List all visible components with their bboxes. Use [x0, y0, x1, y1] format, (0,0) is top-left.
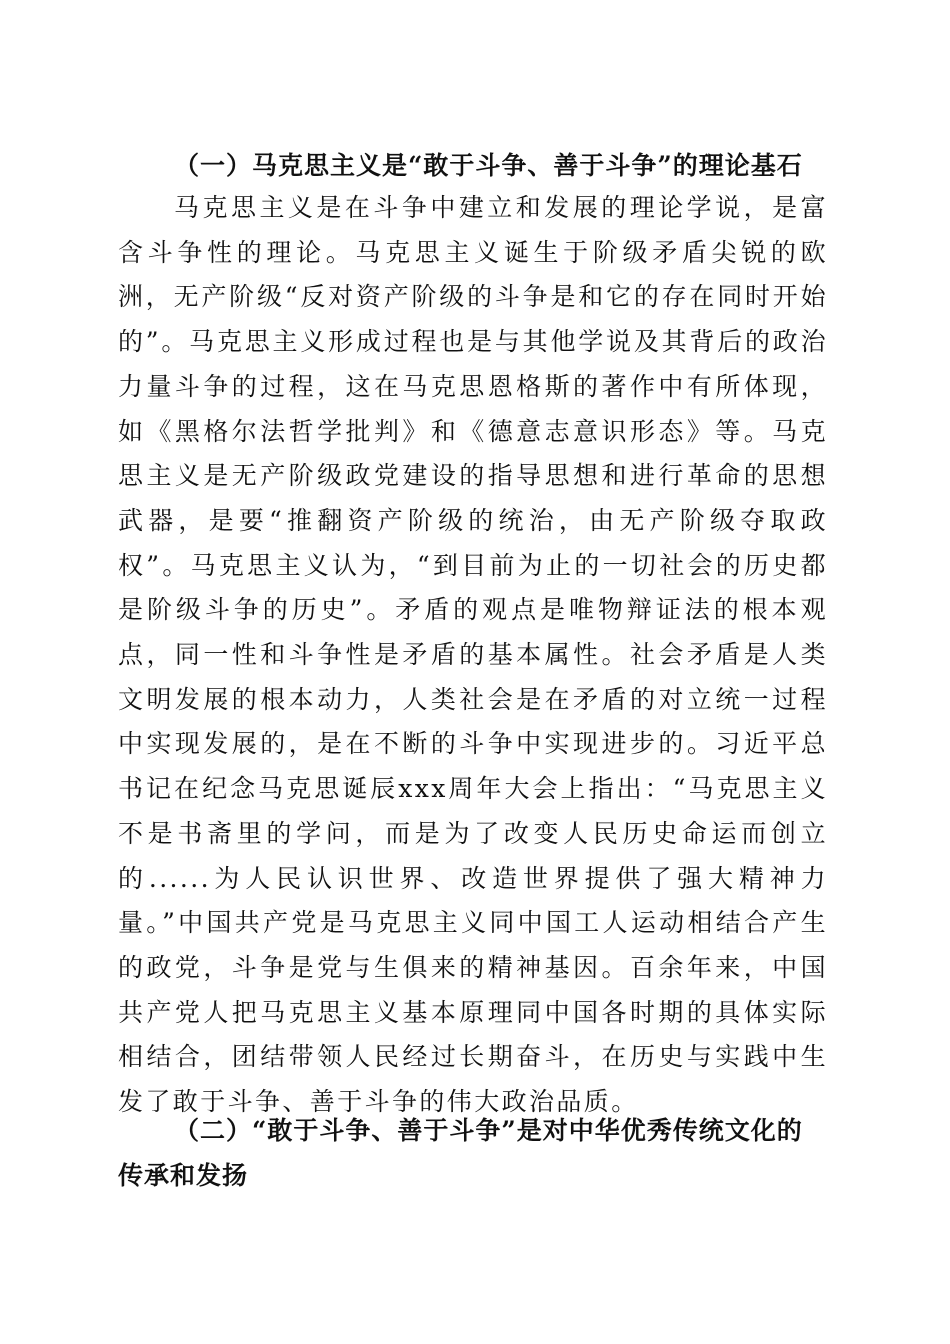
body-paragraph-1: 马克思主义是在斗争中建立和发展的理论学说，是富含斗争性的理论。马克思主义诞生于阶级矛盾尖锐的欧洲，无产阶级“反对资产阶级的斗争是和它的存在同时开始的”。马克思主义形成过程也是与其他学说及其背后的政治力量斗争的过程，这在马克思恩格斯的著作中有所体现，如《黑格尔法哲学批判》和《德意志意识形态》等。马克思主义是无产阶级政党建设的指导思想和进行革命的思想武器，是要“推翻资产阶级的统治，由无产阶级夺取政权”。马克思主义认为，“到目前为止的一切社会的历史都是阶级斗争的历史”。矛盾的观点是唯物辩证法的根本观点，同一性和斗争性是矛盾的基本属性。社会矛盾是人类文明发展的根本动力，人类社会是在矛盾的对立统一过程中实现发展的，是在不断的斗争中实现进步的。习近平总书记在纪念马克思诞辰xxx周年大会上指出：“马克思主义不是书斋里的学问，而是为了改变人民历史命运而创立的......为人民认识世界、改造世界提供了强大精神力量。”中国共产党是马克思主义同中国工人运动相结合产生的政党，斗争是党与生俱来的精神基因。百余年来，中国共产党人把马克思主义基本原理同中国各时期的具体实际相结合，团结带领人民经过长期奋斗，在历史与实践中生发了敢于斗争、善于斗争的伟大政治品质。	[118, 193, 828, 1117]
section-heading-1: （一）马克思主义是“敢于斗争、善于斗争”的理论基石	[174, 151, 803, 180]
section-heading-2: （二）“敢于斗争、善于斗争”是对中华优秀传统文化的传承和发扬	[118, 1116, 803, 1190]
